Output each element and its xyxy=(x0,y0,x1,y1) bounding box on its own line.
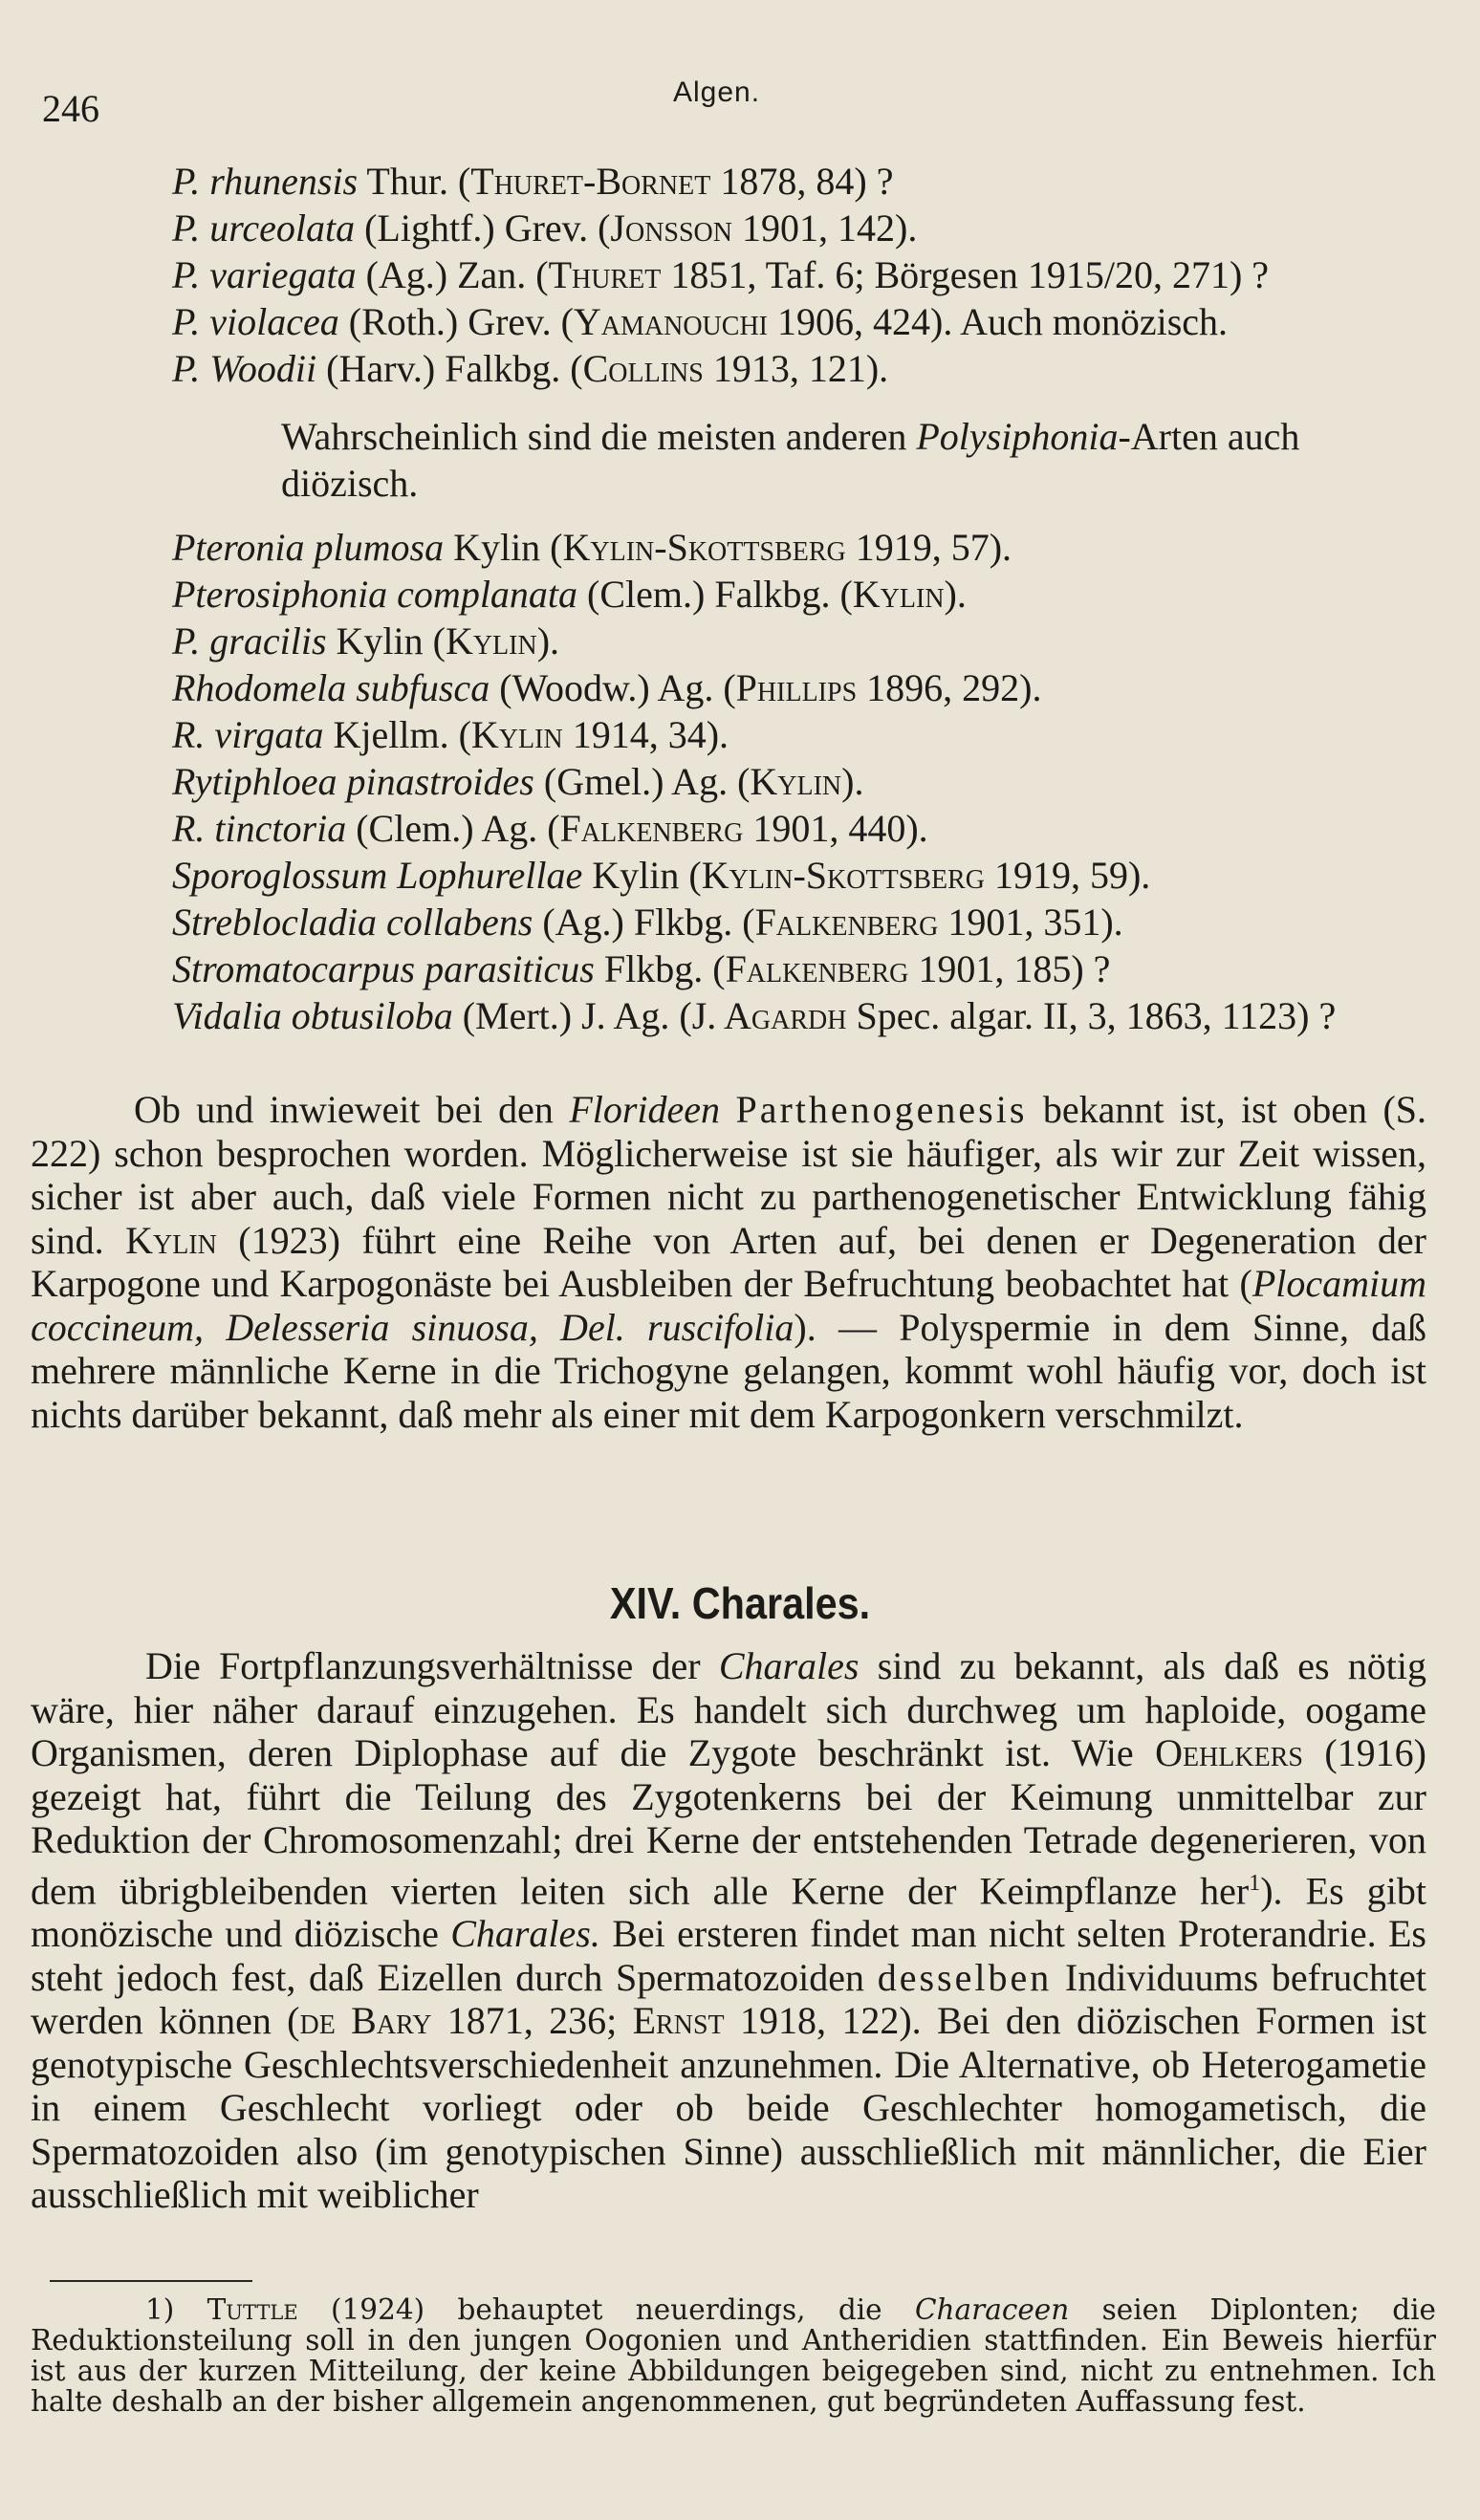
section-title: XIV. Charales. xyxy=(609,1578,871,1628)
species-entry: R. virgata Kjellm. (Kylin 1914, 34). xyxy=(172,713,729,756)
reference-author: Kylin xyxy=(750,760,842,803)
species-name: Sporoglossum Lophurellae xyxy=(172,854,583,897)
genus-name: Polysiphonia xyxy=(916,415,1119,458)
page-number: 246 xyxy=(42,87,99,130)
species-name: P. urceolata xyxy=(172,206,356,250)
species-entry: P. gracilis Kylin (Kylin). xyxy=(172,619,560,663)
species-entry: R. tinctoria (Clem.) Ag. (Falkenberg 1901, 440). xyxy=(172,807,928,850)
species-name: Pterosiphonia complanata xyxy=(172,573,578,616)
species-name: Vidalia obtusiloba xyxy=(172,994,453,1037)
reference-author: Kylin-Skottsberg xyxy=(701,854,985,897)
species-name: R. tinctoria xyxy=(172,807,347,850)
species-name: P. violacea xyxy=(172,300,339,343)
species-entry: Sporoglossum Lophurellae Kylin (Kylin-Skottsberg 1919, 59). xyxy=(172,854,1151,897)
reference-author: Kylin xyxy=(852,573,945,616)
species-name: R. virgata xyxy=(172,713,324,756)
reference-author: Thuret xyxy=(548,253,662,296)
reference-author: Ernst xyxy=(632,1999,725,2043)
reference-author: Thuret-Bornet xyxy=(470,160,711,203)
species-name: P. Woodii xyxy=(172,347,317,390)
species-list xyxy=(172,158,1425,1039)
species-name: Rytiphloea pinastroides xyxy=(172,760,534,803)
reference-author: J. Agardh xyxy=(691,994,847,1037)
species-entry: P. rhunensis Thur. (Thuret-Bornet 1878, 84) ? xyxy=(172,160,894,203)
reference-author: Falkenberg xyxy=(754,901,939,944)
reference-author: Tuttle xyxy=(207,2293,298,2326)
diocy-note: Wahrscheinlich sind die meisten anderen Polysiphonia-Arten auch diözisch. xyxy=(281,415,1300,505)
species-name: P. gracilis xyxy=(172,619,327,663)
species-name: Streblocladia collabens xyxy=(172,901,533,944)
reference-author: Kylin-Skottsberg xyxy=(562,526,846,569)
footnote-divider xyxy=(50,2280,252,2282)
reference-author: Kylin xyxy=(470,713,563,756)
footnote: 1) Tuttle (1924) behauptet neuerdings, die Characeen seien Diplonten; die Reduktionsteilung soll in den jungen Oogonien und Antheridien stattfinden. Ein Beweis hierfür ist aus der kurzen Mitteilung, der keine Abbildungen beigegeben sind, nicht zu entnehmen. Ich halte deshalb an der bisher allgemein angenommenen, gut begründeten Auffassung fest. xyxy=(31,2293,1436,2418)
paragraph-charales: Die Fortpflanzungsverhältnisse der Charales sind zu bekannt, als daß es nötig wäre, hier näher darauf einzugehen. Es handelt sich durchweg um haploide, oogame Organismen, deren Diplophase auf die Zygote beschränkt ist. Wie Oehlkers (1916) gezeigt hat, führt die Teilung des Zygotenkerns bei der Keimung unmittelbar zur Reduktion der Chromosomenzahl; drei Kerne der entstehenden Tetrade degenerieren, von dem übrigbleibenden vierten leiten sich alle Kerne der Keimpflanze her$^1$). Es gibt monözische und diözische Charales. Bei ersteren findet man nicht selten Proterandrie. Es steht jedoch fest, daß Eizellen durch Spermatozoiden desselben Individuums befruchtet werden können (de Bary 1871, 236; Ernst 1918, 122). Bei den diözischen Formen ist genotypische Geschlechtsverschiedenheit anzunehmen. Die Alternative, ob Heterogametie in einem Geschlecht vorliegt oder ob beide Geschlechter homogametisch, die Spermatozoiden also (im genotypischen Sinne) ausschließlich mit männlicher, die Eier ausschließlich mit weiblicher xyxy=(31,1644,1427,2217)
species-entry: P. variegata (Ag.) Zan. (Thuret 1851, Taf. 6; Börgesen 1915/20, 271) ? xyxy=(172,253,1270,296)
species-entry: P. urceolata (Lightf.) Grev. (Jonsson 1901, 142). xyxy=(172,206,918,250)
reference-author: Yamanouchi xyxy=(573,300,768,343)
species-entry: Rytiphloea pinastroides (Gmel.) Ag. (Kylin). xyxy=(172,760,864,803)
running-title: Algen. xyxy=(673,76,761,108)
footnote-marker: 1 xyxy=(1249,1870,1261,1896)
species-name: Rhodomela subfusca xyxy=(172,666,490,709)
species-entry: Pterosiphonia complanata (Clem.) Falkbg. (Kylin). xyxy=(172,573,967,616)
species-entry: Stromatocarpus parasiticus Flkbg. (Falkenberg 1901, 185) ? xyxy=(172,947,1111,990)
reference-author: de Bary xyxy=(299,1999,432,2043)
species-entry: Pteronia plumosa Kylin (Kylin-Skottsberg 1919, 57). xyxy=(172,526,1012,569)
page-header xyxy=(42,76,1423,134)
species-entry: P. Woodii (Harv.) Falkbg. (Collins 1913, 121). xyxy=(172,347,889,390)
reference-author: Kylin xyxy=(445,619,537,663)
paragraph-parthenogenesis: Ob und inwieweit bei den Florideen Parthenogenesis bekannt ist, ist oben (S. 222) schon besprochen worden. Möglicherweise ist sie häufiger, als wir zur Zeit wissen, sicher ist aber auch, daß viele Formen nicht zu parthenogenetischer Entwicklung fähig sind. Kylin (1923) führt eine Reihe von Arten auf, bei denen er Degeneration der Karpogone und Karpogonäste bei Ausbleiben der Befruchtung beobachtet hat (Plocamium coccineum, Delesseria sinuosa, Del. ruscifolia). — Polyspermie in dem Sinne, daß mehrere männliche Kerne in die Trichogyne gelangen, kommt wohl häufig vor, doch ist nichts darüber bekannt, daß mehr als einer mit dem Karpogonkern verschmilzt. xyxy=(31,1088,1427,1436)
species-name: P. variegata xyxy=(172,253,357,296)
reference-author: Jonsson xyxy=(610,206,732,250)
species-entry: P. violacea (Roth.) Grev. (Yamanouchi 1906, 424). Auch monözisch. xyxy=(172,300,1229,343)
reference-author: Falkenberg xyxy=(559,807,744,850)
reference-author: Collins xyxy=(582,347,704,390)
species-name: Pteronia plumosa xyxy=(172,526,445,569)
reference-author: Oehlkers xyxy=(1155,1731,1303,1774)
reference-author: Falkenberg xyxy=(725,947,909,990)
species-entry: Rhodomela subfusca (Woodw.) Ag. (Phillips 1896, 292). xyxy=(172,666,1042,709)
reference-author: Phillips xyxy=(735,666,858,709)
species-name: P. rhunensis xyxy=(172,160,359,203)
reference-author: Kylin xyxy=(125,1218,217,1262)
species-entry: Streblocladia collabens (Ag.) Flkbg. (Falkenberg 1901, 351). xyxy=(172,901,1123,944)
species-name: Stromatocarpus parasiticus xyxy=(172,947,595,990)
species-entry: Vidalia obtusiloba (Mert.) J. Ag. (J. Agardh Spec. algar. II, 3, 1863, 1123) ? xyxy=(172,994,1337,1037)
